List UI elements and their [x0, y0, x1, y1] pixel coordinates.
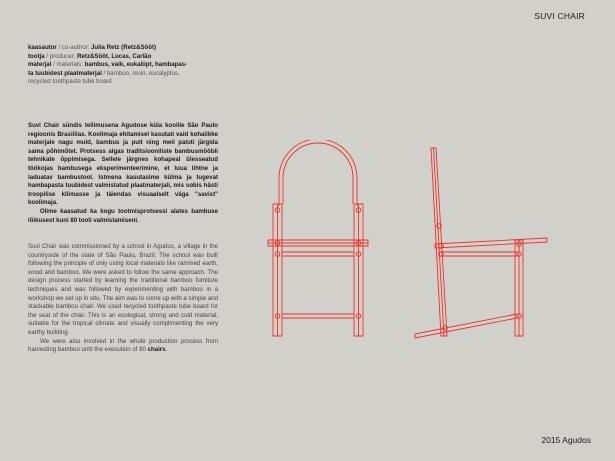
credit-coauthor: kaasautor / co-author: Julia Retz (Retz&Sööt): [28, 44, 157, 51]
english-paragraph-2: We were also involved in the whole production process from harvesting bamboo until the execution of 80 chairs.: [28, 337, 218, 354]
english-paragraph-1: Suvi Chair was commissioned by a school in Agudos, a village in the countryside of the state of São Paulo, Brazil. The school was built following the principle of only using local materials like rammed earth, wood and bamboo. We were asked to follow the same approach. The design process started by learning the traditional bamboo furniture techniques and was followed by experimenting with bamboo in a workshop we set up in situ. The aim was to come up with a simple and stackable bamboo chair. We used recycled toothpaste tube board for the seat of the chair. This is an ecological, strong and cold material, suitable for the tropical climate and visually complimenting the very earthy building.: [28, 243, 218, 336]
english-text: [28, 243, 218, 355]
credit-materials-en: recycled toothpaste tube board: [28, 78, 112, 86]
credit-materials-cont: ta tuubidest plaatmaterjal / bamboo, resin, eucalyptus,: [28, 69, 180, 77]
year-location: 2015 Agudos: [541, 435, 591, 445]
credit-materials: materjal / materials: bambus, vaik, eukalüpt, hambapas-: [28, 61, 188, 69]
chair-front-view: [268, 140, 368, 336]
credits-block: [28, 44, 218, 87]
chair-drawing: [255, 140, 555, 340]
estonian-paragraph-2: Olime kaasatud ka kogu tootmisprotsessi alates bambuse lõikusest kuni 80 tooli valmistamiseni.: [28, 207, 218, 224]
estonian-text: [28, 122, 218, 225]
page-title: SUVI CHAIR: [534, 11, 585, 21]
estonian-paragraph-1: Suvi Chair sündis tellimusena Agudose küla koolile São Paulo regioonis Brasiilias. Koolimaja ehitamisel kasutati vaid kohalikke materjale nagu muld, bambus ja puit ning meil paluti järgida sama põhimõtet. Protsess algas traditsiooniliste bambusmööbli tehnikate õppimisega. Sellele järgnes kohapeal ülesseatud töökojas bambusega eksperimenteerimine, et luua lihtne ja laduatav bambustool. Istmena kasutasime külma ja tugevat hambapasta tuubidest valmistatud plaatmaterjali, mis sobis hästi troopilise kliimasse ja täiendas visuaalselt väga "savist" koolimaja.: [28, 122, 218, 207]
chair-side-view: [415, 148, 547, 338]
credit-producer: tootja / producer: Retz&Sööt, Lucas, Carlão: [28, 52, 152, 60]
